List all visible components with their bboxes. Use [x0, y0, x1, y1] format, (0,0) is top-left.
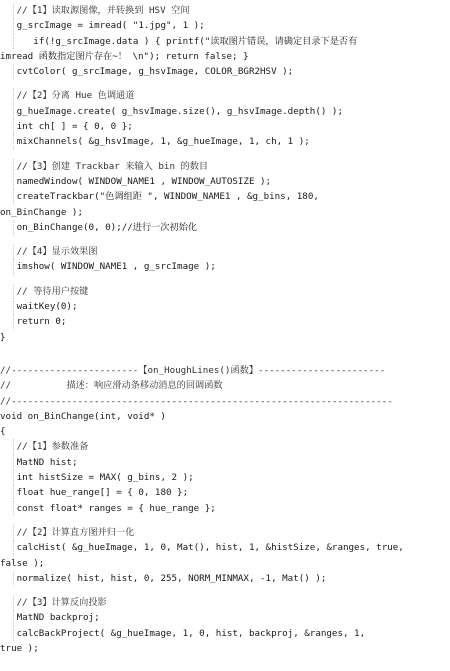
code-line-text: const float* ranges = { hue_range }; — [16, 502, 216, 514]
code-line-text: //【1】读取源图像，并转换到 HSV 空间 — [16, 5, 190, 16]
code-line-text: } — [0, 331, 6, 343]
code-line — [0, 378, 450, 393]
code-line-text: //-----------------------【on_HoughLines()函数】----------------------- — [0, 364, 386, 376]
code-line — [0, 394, 450, 409]
code-line-text: g_hueImage.create( g_hsvImage.size(), g_hsvImage.depth() ); — [16, 105, 343, 117]
code-line-text: //--------------------------------------------------------------------- — [0, 395, 393, 407]
code-line-text: int histSize = MAX( g_bins, 2 ); — [16, 472, 194, 484]
code-line — [0, 3, 450, 18]
code-line-text: createTrackbar("色调组距 ", WINDOW_NAME1 , &g_bins, 180, — [16, 191, 319, 203]
code-line — [0, 314, 450, 329]
code-line-text: int ch[ ] = { 0, 0 }; — [16, 121, 133, 133]
code-line — [0, 259, 450, 274]
blank-line — [0, 345, 450, 354]
code-line-text: //【3】计算反向投影 — [16, 597, 107, 609]
blank-line — [0, 516, 450, 525]
code-line — [0, 540, 450, 555]
code-line-text: true ); — [0, 642, 39, 654]
blank-line — [0, 354, 450, 363]
blank-line — [0, 79, 450, 88]
code-line — [0, 470, 450, 485]
code-line-text: calcHist( &g_hueImage, 1, 0, Mat(), hist, 1, &histSize, &ranges, true, — [16, 542, 404, 554]
code-line — [0, 626, 450, 641]
code-line-text: void on_BinChange(int, void* ) — [0, 410, 166, 422]
code-line-text: false ); — [0, 557, 45, 569]
code-line — [0, 485, 450, 500]
code-line — [0, 284, 450, 299]
code-line-text: cvtColor( g_srcImage, g_hsvImage, COLOR_BGR2HSV ); — [16, 66, 294, 78]
code-line — [0, 571, 450, 586]
code-line — [0, 439, 450, 454]
code-line — [0, 88, 450, 103]
code-line — [0, 244, 450, 259]
code-line — [0, 205, 450, 220]
code-line — [0, 424, 450, 439]
code-line — [0, 174, 450, 189]
code-line — [0, 104, 450, 119]
code-line — [0, 409, 450, 424]
blank-line — [0, 275, 450, 284]
code-line — [0, 363, 450, 378]
code-line-text: //【2】分离 Hue 色调通道 — [16, 90, 135, 102]
code-line — [0, 525, 450, 540]
code-line — [0, 134, 450, 149]
code-line — [0, 641, 450, 656]
code-line-text: normalize( hist, hist, 0, 255, NORM_MINMAX, -1, Mat() ); — [16, 572, 327, 584]
code-line-text: // 描述：响应滑动条移动消息的回调函数 — [0, 380, 223, 392]
code-line-text: on_BinChange ); — [0, 206, 83, 218]
code-line-text: //【1】参数准备 — [16, 441, 89, 453]
code-line — [0, 34, 450, 49]
code-line-text: { — [0, 426, 6, 438]
blank-line — [0, 150, 450, 159]
code-line-text: waitKey(0); — [16, 301, 78, 313]
code-line-text: return 0; — [16, 316, 67, 328]
code-line — [0, 159, 450, 174]
code-line-text: calcBackProject( &g_hueImage, 1, 0, hist, backproj, &ranges, 1, — [16, 627, 366, 639]
code-line-text: //【4】显示效果图 — [16, 246, 98, 258]
code-line — [0, 220, 450, 235]
code-line-text: float hue_range[] = { 0, 180 }; — [16, 487, 189, 499]
code-line-text: namedWindow( WINDOW_NAME1 , WINDOW_AUTOSIZE ); — [16, 175, 272, 187]
code-listing — [0, 3, 450, 669]
code-line — [0, 189, 450, 204]
blank-line — [0, 235, 450, 244]
code-line-text: MatND hist; — [16, 456, 78, 468]
code-line — [0, 18, 450, 33]
blank-line — [0, 586, 450, 595]
code-line — [0, 64, 450, 79]
code-line-text: if(!g_srcImage.data ) { printf("读取图片错误，请确定目录下是否有 — [33, 35, 358, 47]
code-line-text: on_BinChange(0, 0);//进行一次初始化 — [16, 221, 198, 233]
code-line-text: mixChannels( &g_hsvImage, 1, &g_hueImage, 1, ch, 1 ); — [16, 136, 310, 148]
code-line — [0, 556, 450, 571]
code-line — [0, 610, 450, 625]
code-line-text: //【3】创建 Trackbar 来输入 bin 的数目 — [16, 160, 209, 172]
code-line — [0, 455, 450, 470]
code-line-text: MatND backproj; — [16, 612, 100, 624]
code-line-text: g_srcImage = imread( "1.jpg", 1 ); — [16, 20, 205, 32]
code-line — [0, 595, 450, 610]
code-line — [0, 119, 450, 134]
code-line — [0, 330, 450, 345]
code-line — [0, 299, 450, 314]
code-line-text: // 等待用户按键 — [16, 285, 89, 297]
code-line-text: imshow( WINDOW_NAME1 , g_srcImage ); — [16, 261, 216, 273]
code-line-text: //【2】计算直方图并归一化 — [16, 526, 135, 538]
code-line — [0, 49, 450, 64]
code-line — [0, 501, 450, 516]
code-line-text: imread 函数指定图片存在~！ \n"); return false; } — [0, 50, 249, 62]
